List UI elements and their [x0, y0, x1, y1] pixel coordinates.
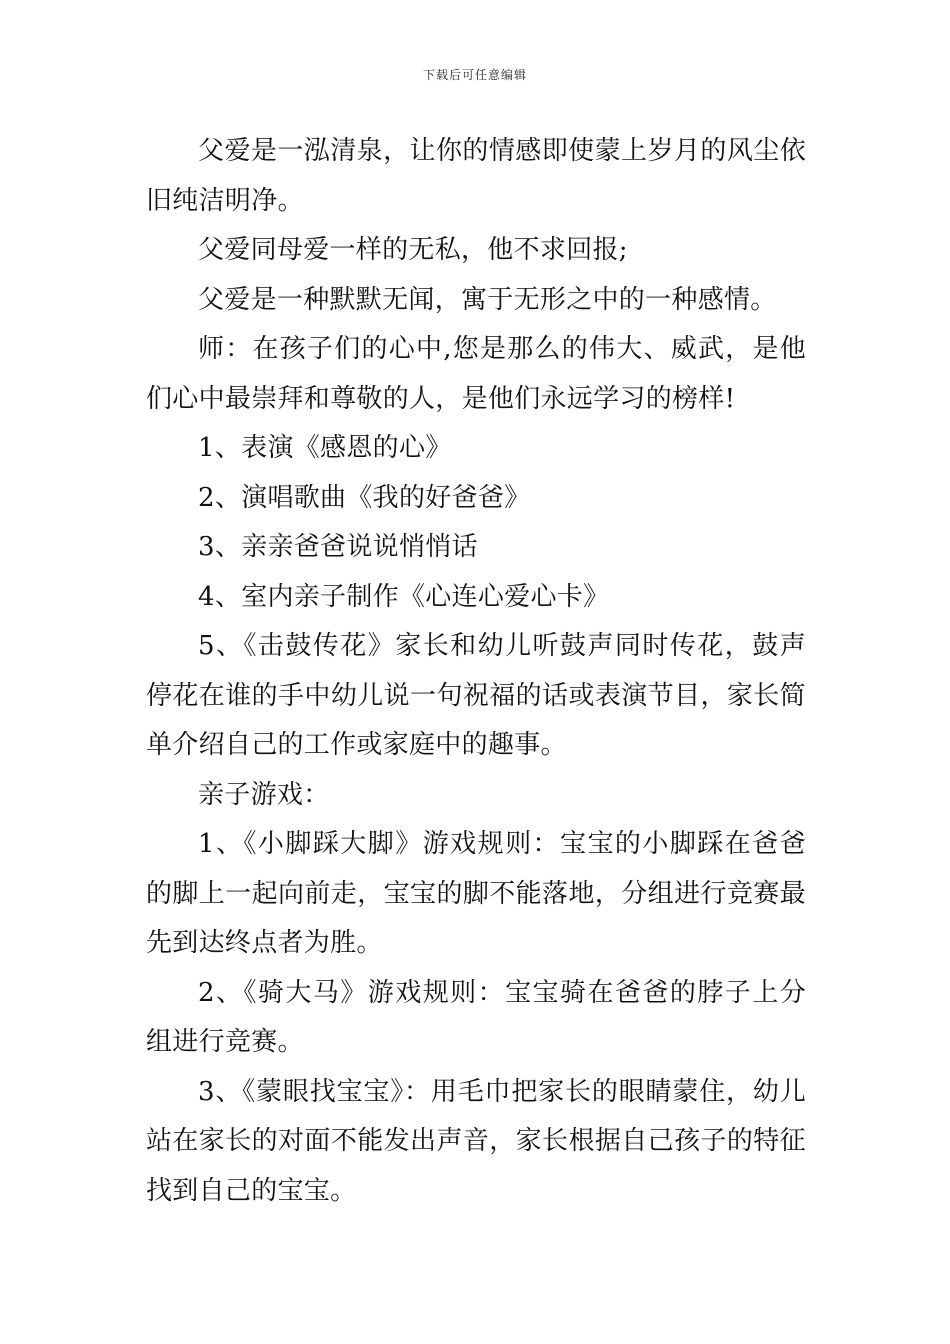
section-heading: 亲子游戏： [198, 779, 330, 810]
list-item: 5、《击鼓传花》家长和幼儿听鼓声同时传花，鼓声停花在谁的手中幼儿说一句祝福的话或表演节目，家长简单介绍自己的工作或家庭中的趣事。 [146, 631, 806, 760]
paragraph: 父爱同母爱一样的无私，他不求回报; [198, 235, 628, 265]
header-note: 下载后可任意编辑 [422, 68, 527, 82]
list-item: 1、《小脚踩大脚》游戏规则：宝宝的小脚踩在爸爸的脚上一起向前走，宝宝的脚不能落地，分组进行竞赛最先到达终点者为胜。 [146, 829, 806, 958]
paragraph: 父爱是一种默默无闻，寓于无形之中的一种感情。 [198, 284, 777, 315]
list-item: 4、室内亲子制作《心连心爱心卡》 [198, 581, 610, 612]
list-item: 3、亲亲爸爸说说悄悄话 [198, 532, 478, 562]
paragraph: 父爱是一泓清泉，让你的情感即使蒙上岁月的风尘依旧纯洁明净。 [146, 136, 806, 216]
list-item: 1、表演《感恩的心》 [198, 433, 452, 463]
list-item: 2、演唱歌曲《我的好爸爸》 [198, 482, 531, 513]
document-body [146, 127, 806, 1216]
list-item: 3、《蒙眼找宝宝》：用毛巾把家长的眼睛蒙住，幼儿站在家长的对面不能发出声音，家长根据自己孩子的特征找到自己的宝宝。 [146, 1076, 806, 1206]
paragraph: 师：在孩子们的心中,您是那么的伟大、威武，是他们心中最崇拜和尊敬的人，是他们永远学习的榜样! [146, 334, 806, 414]
list-item: 2、《骑大马》游戏规则：宝宝骑在爸爸的脖子上分组进行竞赛。 [146, 977, 806, 1057]
